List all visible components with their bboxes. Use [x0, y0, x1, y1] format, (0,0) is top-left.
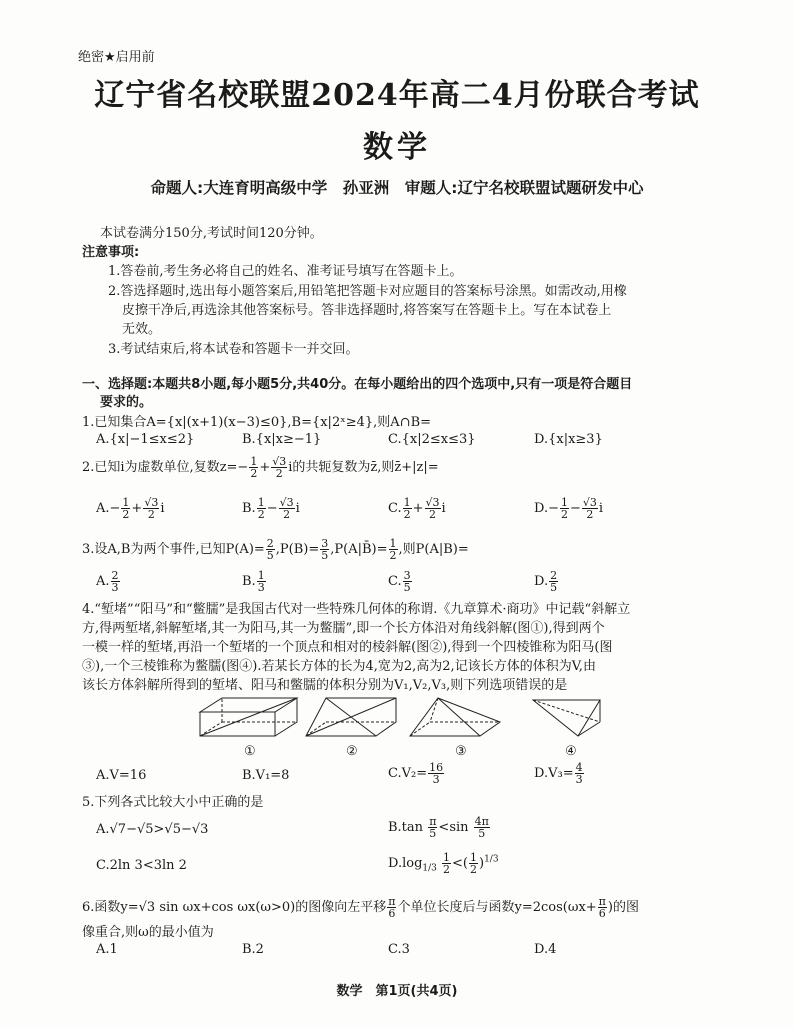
q5-stem: 5.下列各式比较大小中正确的是 [82, 795, 264, 810]
q4-line-5: 该长方体斜解所得到的堑堵、阳马和鳖臑的体积分别为V₁,V₂,V₃,则下列选项错误的是 [82, 678, 568, 693]
q5-option-b: B.tan $\frac{\pi}{5}$ <sin $\frac{4\pi}{5}$ [388, 815, 489, 840]
q1-option-a: A.{x|−1≤x≤2} [96, 432, 195, 447]
fig-label-3: ③ [455, 744, 467, 759]
q6-option-c: C.3 [388, 942, 410, 957]
q6-option-b: B.2 [242, 942, 264, 957]
q3-option-d: D. $\frac{2}{5}$ [534, 569, 558, 594]
q1-option-b: B.{x|x≥−1} [242, 432, 322, 447]
fig-label-4: ④ [565, 744, 577, 759]
exam-title: 辽宁省名校联盟2024年高二4月份联合考试 [94, 78, 700, 113]
figure-3 [410, 698, 500, 736]
q4-figures [0, 692, 794, 762]
q4-option-c: C.V₂= $\frac{16}{3}$ [388, 761, 444, 786]
q4-option-d: D.V₃= $\frac{4}{3}$ [534, 761, 583, 786]
q2-option-b: B. $\frac{1}{2}$ − $\frac{√3}{2}$ i [242, 496, 300, 521]
figure-1 [200, 698, 297, 736]
q5-option-a: A.√7−√5>√5−√3 [96, 822, 209, 837]
q2-option-d: D.− $\frac{1}{2}$ − $\frac{√3}{2}$ i [534, 496, 604, 521]
section-heading: 一、选择题:本题共8小题,每小题5分,共40分。在每小题给出的四个选项中,只有一项是符合题目 [82, 377, 633, 392]
q6-option-a: A.1 [96, 942, 118, 957]
subject-title: 数学 [363, 130, 431, 165]
q3-option-b: B. $\frac{1}{3}$ [242, 569, 265, 594]
q1-option-c: C.{x|2≤x≤3} [388, 432, 476, 447]
q2-option-a: A.− $\frac{1}{2}$ + $\frac{√3}{2}$ i [96, 496, 165, 521]
score-time: 本试卷满分150分,考试时间120分钟。 [100, 226, 323, 241]
q4-line-3: 一模一样的堑堵,再沿一个堑堵的一个顶点和相对的棱斜解(图②),得到一个四棱锥称为阳马(图 [82, 640, 613, 655]
q4-line-4: ③),一个三棱锥称为鳖臑(图④).若某长方体的长为4,宽为2,高为2,记该长方体的体积为V,由 [82, 659, 596, 674]
authors-line: 命题人:大连育明高级中学 孙亚洲 审题人:辽宁名校联盟试题研发中心 [150, 179, 644, 197]
q6-stem: 6.函数y=√3 sin ωx+cos ωx(ω>0)的图像向左平移 $\frac{\pi}{6}$ 个单位长度后与函数y=2cos(ωx+ $\frac{\pi}{6}$ )的图 [82, 895, 639, 920]
q2-option-c: C. $\frac{1}{2}$ + $\frac{√3}{2}$ i [388, 496, 446, 521]
q4-option-a: A.V=16 [96, 768, 147, 783]
page-footer: 数学 第1页(共4页) [336, 984, 458, 999]
q5-option-d: $D.\log_{1/3}$ $\frac{1}{2}$ <( $\frac{1}{2}$ )$^{1/3}$ [388, 851, 499, 876]
note-2: 2.答选择题时,选出每小题答案后,用铅笔把答题卡对应题目的答案标号涂黑。如需改动,用橡 [108, 284, 627, 299]
fig-label-2: ② [346, 744, 358, 759]
note-1: 1.答卷前,考生务必将自己的姓名、准考证号填写在答题卡上。 [108, 264, 463, 279]
q2-stem: 2.已知i为虚数单位,复数z=− $\frac{1}{2}$ + $\frac{√3}{2}$ i的共轭复数为z̄,则z̄+|z|= [82, 455, 439, 480]
q4-option-b: B.V₁=8 [242, 768, 290, 783]
q1-stem: 1.已知集合A={x|(x+1)(x−3)≤0},B={x|2ˣ≥4},则A∩B= [82, 415, 432, 430]
note-2-end: 无效。 [122, 322, 162, 337]
q6-stem-cont: 像重合,则ω的最小值为 [82, 925, 214, 940]
note-3: 3.考试结束后,将本试卷和答题卡一并交回。 [108, 342, 359, 357]
q3-option-c: C. $\frac{3}{5}$ [388, 569, 411, 594]
q6-option-d: D.4 [534, 942, 557, 957]
q5-option-c: C.2ln 3<3ln 2 [96, 858, 187, 873]
note-2-cont: 皮擦干净后,再选涂其他答案标号。答非选择题时,将答案写在答题卡上。写在本试卷上 [122, 303, 612, 318]
section-heading-cont: 要求的。 [100, 395, 153, 410]
figure-4 [533, 700, 600, 736]
fig-label-1: ① [244, 744, 256, 759]
notice-title: 注意事项: [82, 245, 140, 260]
q3-option-a: A. $\frac{2}{3}$ [96, 569, 119, 594]
q1-option-d: D.{x|x≥3} [534, 432, 603, 447]
figure-2 [306, 698, 396, 736]
q4-line-1: 4.“堑堵”“阳马”和“鳖臑”是我国古代对一些特殊几何体的称谓.《九章算术·商功》中记载“斜解立 [82, 602, 631, 617]
secret-label: 绝密★启用前 [78, 50, 155, 65]
q4-line-2: 方,得两堑堵,斜解堑堵,其一为阳马,其一为鳖臑”,即一个长方体沿对角线斜解(图①),得到两个 [82, 621, 605, 636]
q3-stem: 3.设A,B为两个事件,已知P(A)= $\frac{2}{5}$ ,P(B)= $\frac{3}{5}$ ,P(A|B̄)= $\frac{1}{2}$ ,则P(A|B)= [82, 537, 469, 562]
